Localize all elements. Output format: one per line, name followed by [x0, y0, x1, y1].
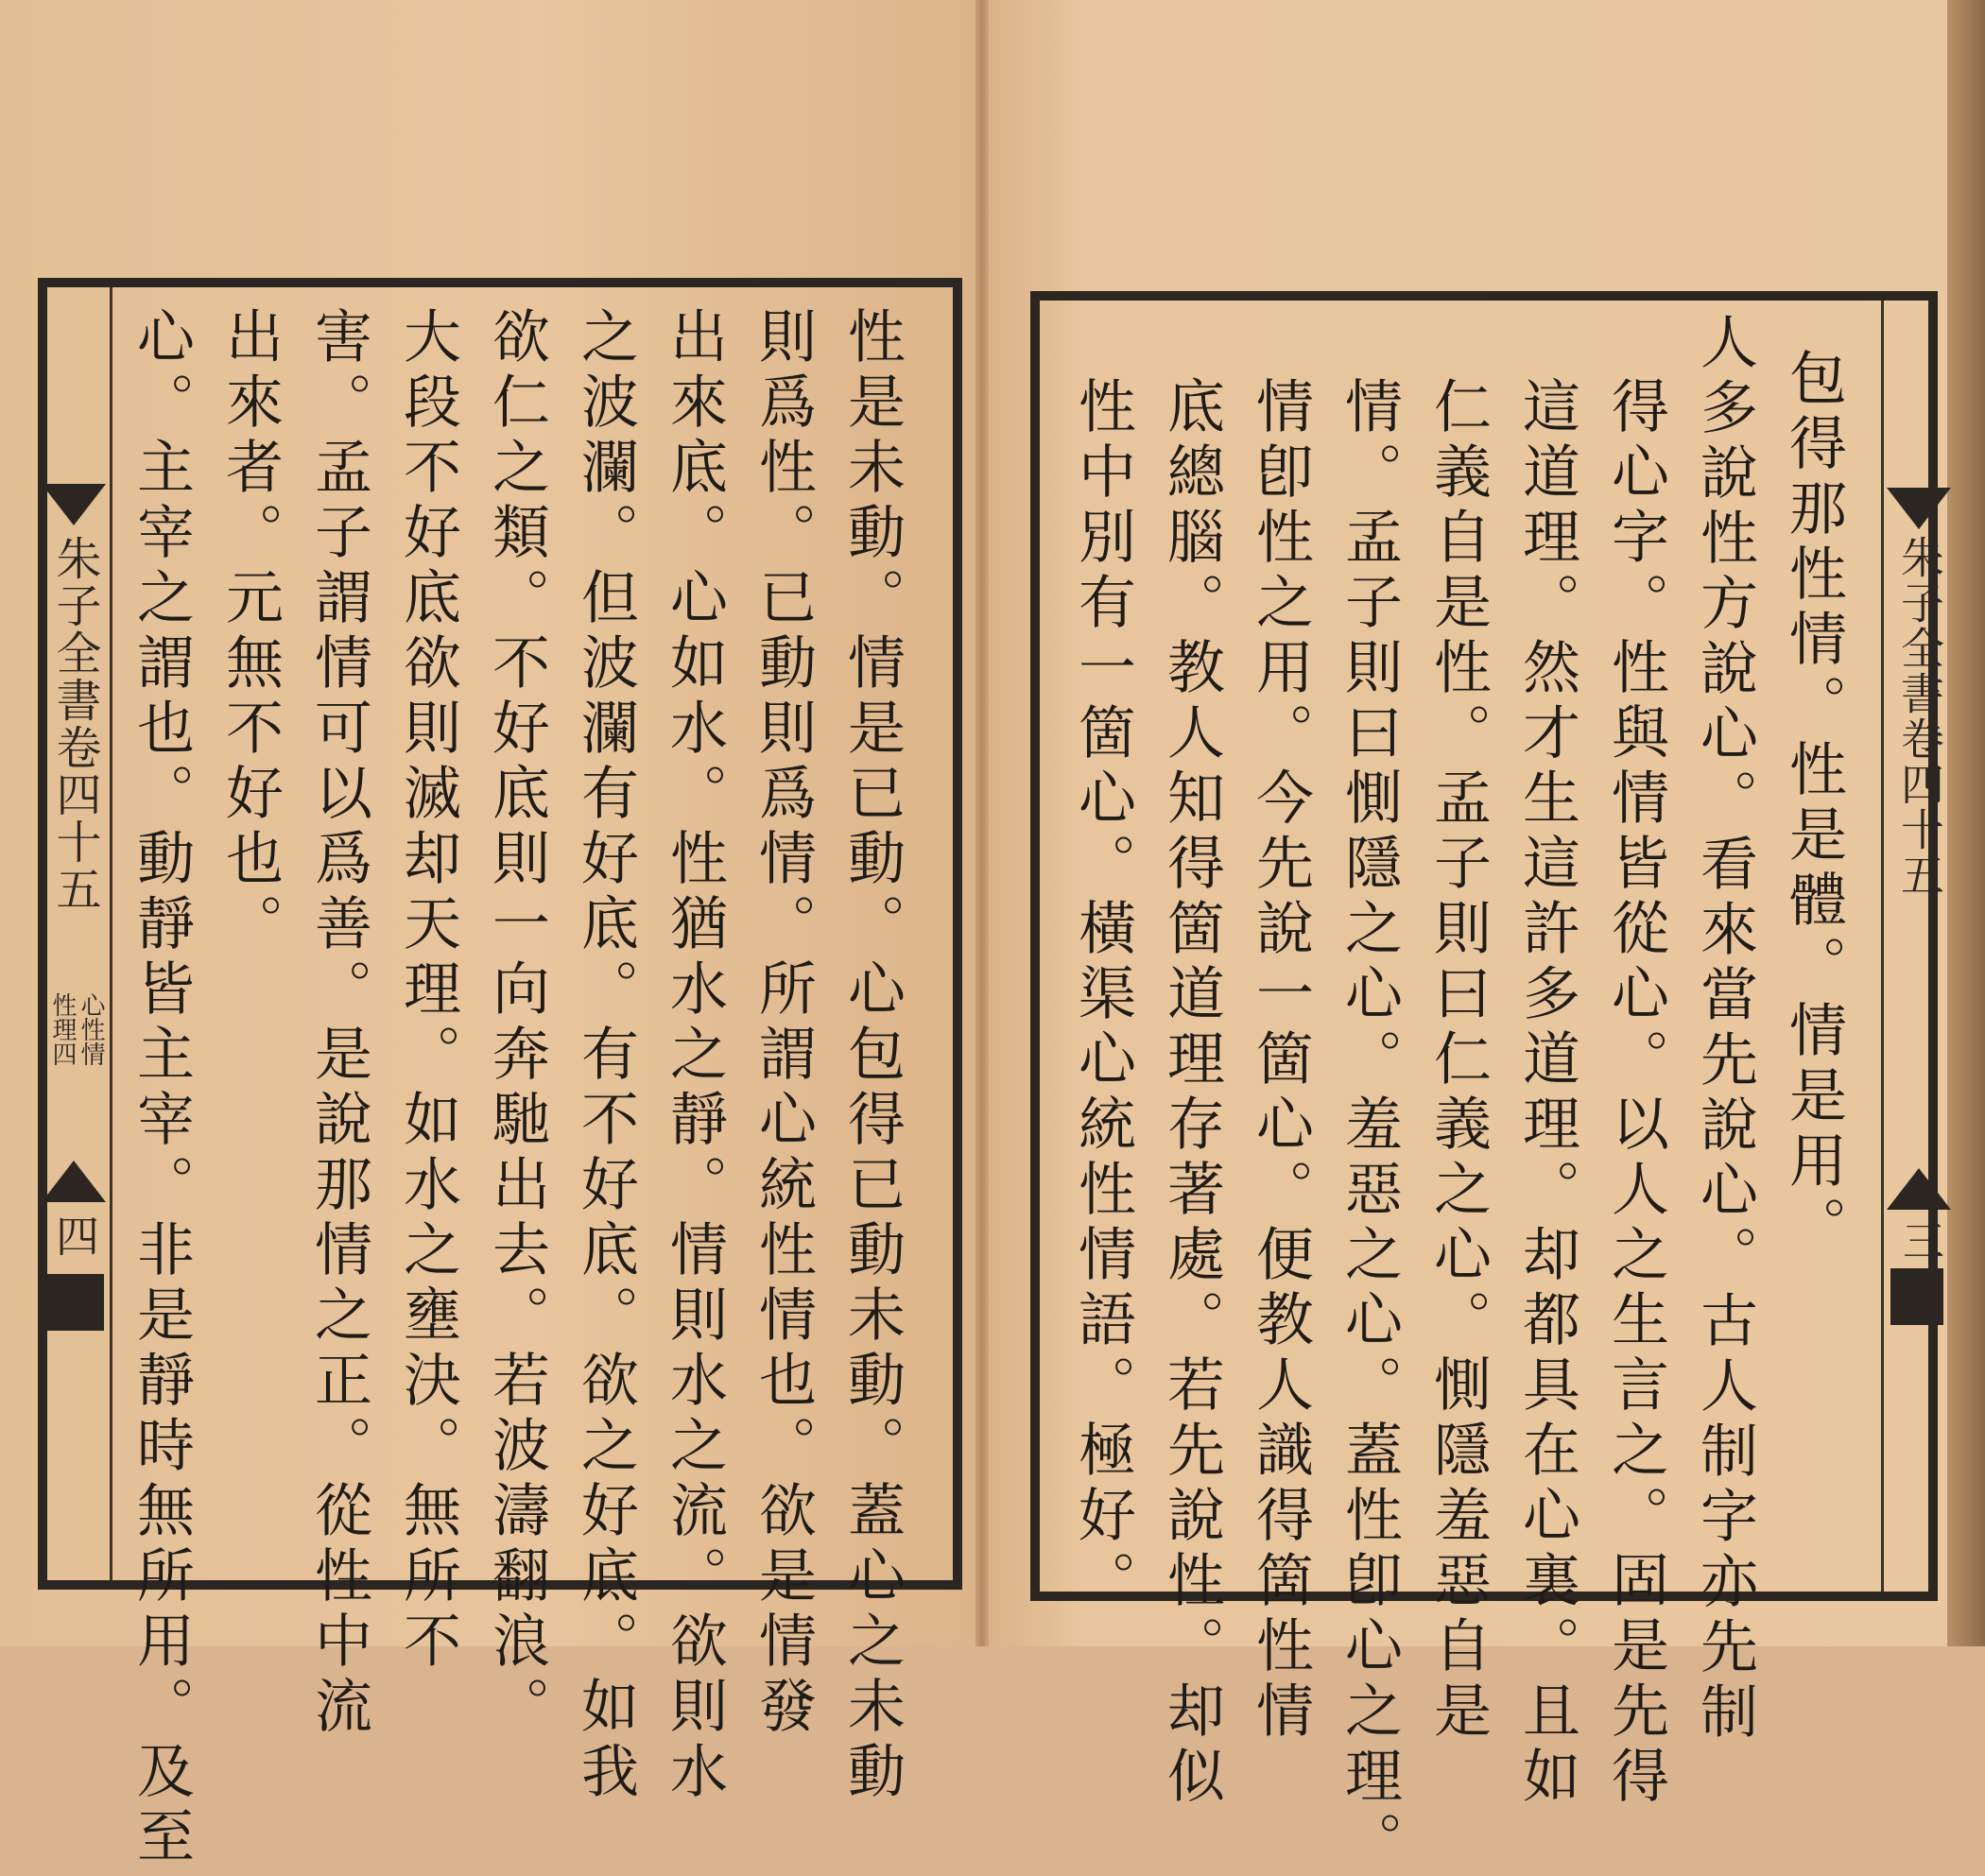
fish-tail-ornament [42, 484, 106, 525]
text-column: 情。孟子則曰惻隱之心。羞惡之心。蓋性卽心之理。 [1336, 376, 1403, 1876]
text-column: 出來底。心如水。性猶水之靜。情則水之流。欲則水 [661, 306, 728, 1806]
text-column: 性中別有一箇心。橫渠心統性情語。極好。 [1069, 376, 1136, 1615]
text-column: 底總腦。教人知得箇道理存著處。若先說性。却似 [1158, 376, 1225, 1811]
fish-tail-ornament [1887, 1168, 1951, 1210]
page-edge [1947, 0, 1985, 1646]
fish-tail-ornament [42, 1161, 106, 1202]
black-mouth-block [47, 1274, 104, 1331]
book-spine [975, 0, 989, 1646]
text-column: 出來者。元無不好也。 [216, 306, 284, 958]
text-column: 人多說性方說心。看來當先說心。古人制字亦先制 [1691, 312, 1758, 1747]
banxin-page-number: 四 [49, 1213, 100, 1257]
banxin-subsection: 心性情 [77, 992, 105, 1066]
text-column: 心。主宰之謂也。動靜皆主宰。非是靜時無所用。及至 [128, 306, 195, 1871]
black-mouth-block [1890, 1268, 1943, 1325]
text-column: 大段不好底欲則滅却天理。如水之壅決。無所不 [394, 306, 461, 1676]
text-column: 這道理。然才生這許多道理。却都具在心裏。且如 [1513, 376, 1580, 1811]
text-column: 欲仁之類。不好底則一向奔馳出去。若波濤翻浪。 [483, 306, 550, 1741]
text-column: 性是未動。情是已動。心包得已動未動。蓋心之未動 [838, 306, 906, 1806]
text-column: 害。孟子謂情可以爲善。是說那情之正。從性中流 [305, 306, 372, 1741]
banxin-section: 性理四 [48, 992, 77, 1066]
text-column: 之波瀾。但波瀾有好底。有不好底。欲之好底。如我 [572, 306, 639, 1806]
text-column: 情卽性之用。今先說一箇心。便教人識得箇性情 [1247, 376, 1314, 1746]
text-column: 得心字。性與情皆從心。以人之生言之。固是先得 [1602, 376, 1669, 1811]
fish-tail-ornament [1887, 488, 1951, 529]
text-column: 則爲性。已動則爲情。所謂心統性情也。欲是情發 [750, 306, 817, 1741]
banxin-title: 朱子全書卷四十五 [1894, 535, 1945, 898]
banxin-page-number: 三 [1895, 1219, 1943, 1261]
left-banxin-divider [110, 287, 112, 1580]
text-column: 包得那性情。性是體。情是用。 [1780, 348, 1847, 1261]
right-banxin-divider [1881, 301, 1884, 1592]
text-column: 仁義自是性。孟子則曰仁義之心。惻隱羞惡自是 [1424, 376, 1492, 1746]
banxin-title: 朱子全書卷四十五 [48, 535, 101, 913]
